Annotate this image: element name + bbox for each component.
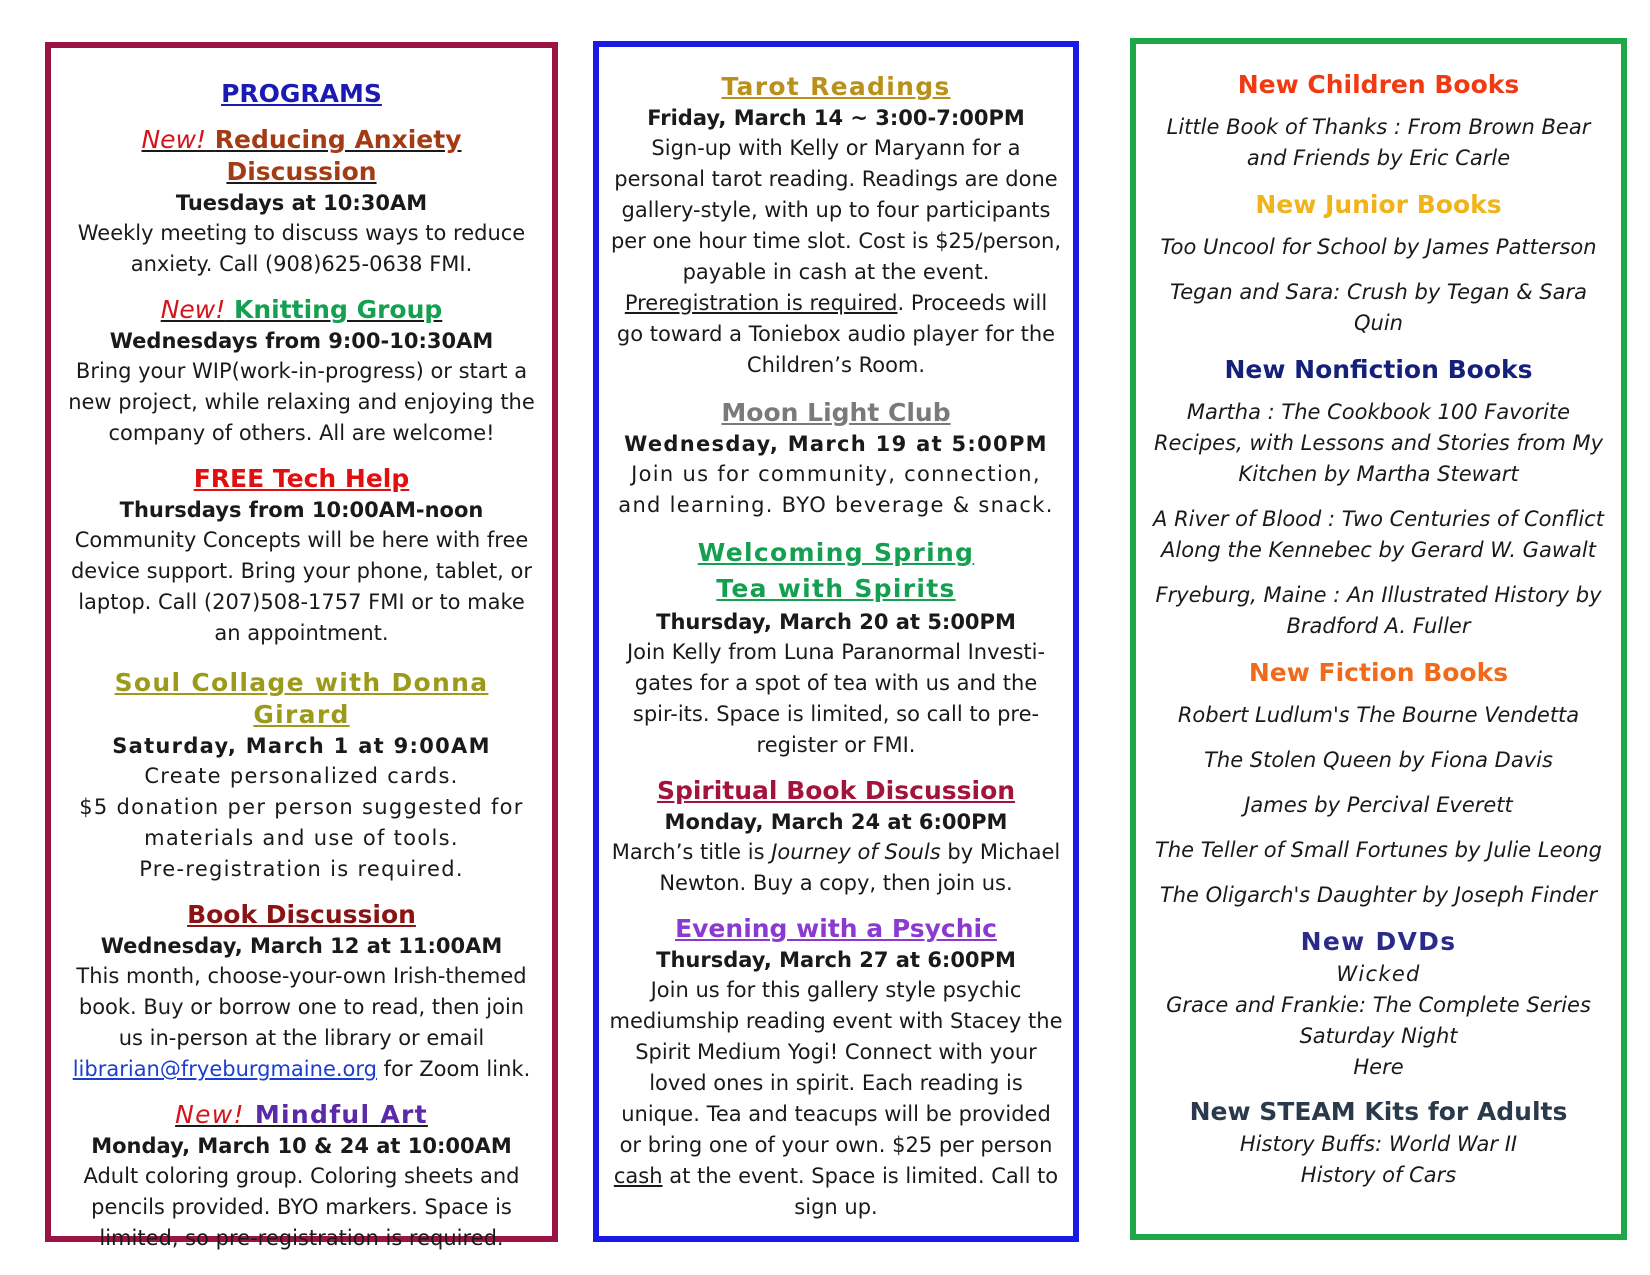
new-label: New! [141, 125, 207, 154]
tarot-title: Tarot Readings [721, 72, 951, 101]
tech-desc: Community Concepts will be here with free device support. Bring your phone, tablet, or laptop. Call (207)508-1757 FMI or to make an appointment. [70, 528, 533, 645]
soul-line3: Pre-registration is required. [139, 857, 464, 881]
dvds-heading: New DVDs [1300, 927, 1457, 956]
knitting-desc: Bring your WIP(work-in-progress) or start a new project, while relaxing and enjoying the company of others. All are welcome! [68, 359, 535, 445]
spring-title-1: Welcoming Spring [697, 538, 975, 567]
moon-desc: Join us for community, connection, and learning. BYO beverage & snack. [618, 462, 1054, 517]
spiritual-book-title: Journey of Souls [771, 840, 941, 864]
new-label: New! [175, 1100, 245, 1129]
anxiety-when: Tuesdays at 10:30AM [175, 191, 428, 215]
mindful-title: Mindful Art [254, 1100, 428, 1129]
fiction-heading: New Fiction Books [1248, 658, 1509, 687]
spring-when: Thursday, March 20 at 5:00PM [656, 610, 1016, 634]
tarot-prereg: Preregistration is required [624, 291, 898, 315]
children-heading: New Children Books [1237, 70, 1520, 99]
spiritual-desc-wrap [609, 837, 1063, 899]
anxiety-title-line [65, 124, 538, 188]
events-panel [593, 41, 1079, 1242]
librarian-email-link[interactable]: librarian@fryeburgmaine.org [72, 1057, 377, 1081]
new-items-panel [1130, 38, 1627, 1240]
tarot-desc-wrap [609, 133, 1063, 381]
soul-line2: $5 donation per person suggested for materials and use of tools. [79, 795, 524, 850]
dvd-item: Grace and Frankie: The Complete Series [1166, 993, 1591, 1017]
mindful-when: Monday, March 10 & 24 at 10:00AM [91, 1134, 512, 1158]
programs-heading: PROGRAMS [221, 79, 382, 108]
steam-item: History of Cars [1300, 1163, 1457, 1187]
psychic-title: Evening with a Psychic [675, 914, 997, 943]
spring-desc: Join Kelly from Luna Paranormal Investi-gates for a spot of tea with us and the spir-its. Space is limited, so call to pre-register or FMI. [626, 640, 1046, 757]
book-item: Fryeburg, Maine : An Illustrated History by Bradford A. Fuller [1155, 583, 1602, 638]
soul-title: Soul Collage with Donna Girard [114, 668, 489, 729]
book-discussion-when: Wednesday, March 12 at 11:00AM [100, 934, 503, 958]
moon-title: Moon Light Club [721, 398, 951, 427]
dvd-item: Wicked [1336, 962, 1421, 986]
nonfiction-heading: New Nonfiction Books [1224, 355, 1533, 384]
book-item: The Teller of Small Fortunes by Julie Leong [1155, 838, 1602, 862]
book-discussion-title: Book Discussion [187, 900, 416, 929]
knitting-title: Knitting Group [233, 295, 443, 324]
junior-heading: New Junior Books [1255, 190, 1502, 219]
tech-when: Thursdays from 10:00AM-noon [119, 498, 484, 522]
spiritual-when: Monday, March 24 at 6:00PM [664, 810, 1008, 834]
soul-line1: Create personalized cards. [144, 764, 459, 788]
spiritual-title: Spiritual Book Discussion [656, 776, 1016, 805]
book-item: Tegan and Sara: Crush by Tegan & Sara Quin [1169, 280, 1588, 335]
mindful-title-line [65, 1099, 538, 1131]
steam-heading: New STEAM Kits for Adults [1189, 1097, 1568, 1126]
tarot-desc-end: . Proceeds will go toward a Toniebox audio player for the Children’s Room. [616, 291, 1056, 377]
knitting-title-line [65, 294, 538, 326]
programs-panel [45, 42, 558, 1250]
dvd-item: Saturday Night [1299, 1024, 1458, 1048]
book-item: Too Uncool for School by James Patterson [1160, 235, 1597, 259]
book-discussion-desc-wrap [65, 961, 538, 1085]
moon-when: Wednesday, March 19 at 5:00PM [624, 432, 1048, 456]
new-label: New! [160, 295, 226, 324]
book-item: Little Book of Thanks : From Brown Bear and Friends by Eric Carle [1166, 115, 1591, 170]
book-item: James by Percival Everett [1244, 793, 1513, 817]
psychic-desc-end: at the event. Space is limited. Call to sign up. [669, 1164, 1059, 1219]
dvd-item: Here [1353, 1055, 1404, 1079]
psychic-desc-wrap [609, 975, 1063, 1223]
psychic-when: Thursday, March 27 at 6:00PM [656, 948, 1016, 972]
soul-when: Saturday, March 1 at 9:00AM [112, 734, 491, 758]
book-discussion-desc-end: for Zoom link. [383, 1057, 531, 1081]
book-item: A River of Blood : Two Centuries of Conflict Along the Kennebec by Gerard W. Gawalt [1153, 507, 1604, 562]
psychic-desc: Join us for this gallery style psychic mediumship reading event with Stacey the Spirit Medium Yogi! Connect with your loved ones in spirit. Each reading is unique. Tea and teacups will be provided or bring one of your own. $25 per person [609, 978, 1063, 1157]
anxiety-title: Reducing Anxiety Discussion [214, 125, 462, 186]
knitting-when: Wednesdays from 9:00-10:30AM [109, 329, 494, 353]
book-item: Robert Ludlum's The Bourne Vendetta [1177, 703, 1580, 727]
book-item: The Stolen Queen by Fiona Davis [1204, 748, 1553, 772]
mindful-desc: Adult coloring group. Coloring sheets and pencils provided. BYO markers. Space is limited, so pre-registration is required. [83, 1164, 520, 1250]
tarot-when: Friday, March 14 ~ 3:00-7:00PM [647, 106, 1025, 130]
steam-item: History Buffs: World War II [1239, 1132, 1518, 1156]
psychic-cash: cash [613, 1164, 663, 1188]
book-item: Martha : The Cookbook 100 Favorite Recipes, with Lessons and Stories from My Kitchen by Martha Stewart [1153, 400, 1604, 486]
tarot-desc: Sign-up with Kelly or Maryann for a personal tarot reading. Readings are done gallery-style, with up to four participants per one hour time slot. Cost is $25/person, payable in cash at the event. [610, 136, 1062, 284]
anxiety-desc: Weekly meeting to discuss ways to reduce anxiety. Call (908)625-0638 FMI. [77, 221, 526, 276]
book-item: The Oligarch's Daughter by Joseph Finder [1159, 883, 1598, 907]
tech-title: FREE Tech Help [193, 464, 410, 493]
spiritual-desc: March’s title is [611, 840, 765, 864]
spiritual-desc-end: by Michael Newton. Buy a copy, then join us. [659, 840, 1061, 895]
book-discussion-desc: This month, choose-your-own Irish-themed book. Buy or borrow one to read, then join us in-person at the library or email [76, 964, 527, 1050]
spring-title-2: Tea with Spirits [716, 574, 956, 603]
